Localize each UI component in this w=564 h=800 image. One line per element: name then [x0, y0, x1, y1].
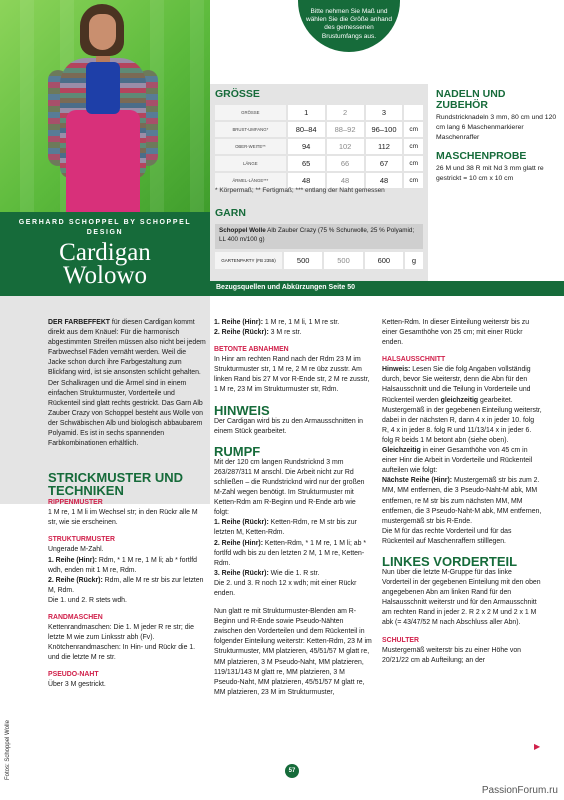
table-row: OBER-WEITE** 94 102 112 cm [215, 139, 423, 154]
size-footnote: * Körpermaß; ** Fertigmaß; *** entlang der Naht gemessen [215, 187, 385, 194]
body-heading: RUMPF [214, 443, 261, 459]
gauge-text: 26 M und 38 R mit Nd 3 mm glatt re gestrickt = 10 cm x 10 cm [436, 165, 544, 182]
size-table [215, 103, 423, 190]
struct-subheading: STRUKTURMUSTER [48, 536, 115, 544]
yarn-heading: GARN [215, 207, 246, 219]
intro-text: DER FARBEFFEKT für diesen Cardigan kommt direkt aus dem Knäuel: Für die harmonisch abgestimmten Streifen müssen also nicht bei jedem Farbwechsel Fäden vernäht werden. Weil die Jacke schon durch ihre Farbgestaltung zum Blickfang wird, ist sie ansonsten schlicht gehalten. Der Schalkragen und die Ärmel sind in einem einfachen Strukturmuster, Vorderteile und Rückenteil sind glatt rechts gestrickt. Das Garn Alb Zauber Crazy von Schoppel besteht aus Wolle von der Schwäbischen Alb und biologisch abbaubarem Polyamid. Es ist in sechs spannenden Farbkombinationen erhältlich. [48, 319, 206, 448]
table-row: BRUST-UMFANG* 80–84 88–92 96–100 cm [215, 122, 423, 137]
column-3: Ketten-Rdm. In dieser Einteilung weiterstr bis zu einer Gesamthöhe von 25 cm; mit einer Rückr enden. HALSAUSSCHNITT Hinweis: Lesen Sie die folg Angaben vollständig durch, bevor Sie weiterstr, denn die Abn für den Halsausschnitt und die Teilung in Vorderteile und Rückenteil werden gleichzeitig gearbeitet. Mustergemäß in der gegebenen Einteilung weiterstr, dabei in der nächsten R, dann 4 x in jeder 10. folg R, 4 x in jeder 8. folg R und 11/13/14 x in jeder 6. folg R beids 1 M betont abn (siehe oben). Gleichzeitig in einer Gesamthöhe von 45 cm in einer Hinr die Arbeit in Vorderteile und Rückenteil aufteilen wie folgt: Nächste Reihe (Hinr): Mustergemäß str bis zum 2. MM, MM entfernen, die 3 Pseudo-Naht-M abk, MM entfernen, re M str bis zum nächsten MM, MM entfernen, die 3 Pseudo-Naht-M abk, MM entfernen, mustergemäß str bis R-Ende. Die M für das rechte Vorderteil und für das Rückenteil auf Maschenraffern stilllegen. LINKES VORDERTEIL Nun über die letzte M-Gruppe für das linke Vorderteil in der gegebenen Einteilung mit den oben angegebenen Abn am linken Rand für den Halsausschnitt weiterstr und für den Armausschnitt am rechten Rand in jeder 2. R 2 x 2 M und 2 x 1 M abk (= 43/47/52 M nach Abschluss aller Abn). SCHULTER Mustergemäß weiterstr bis zu einer Höhe von 20/21/22 cm ab Aufteilung; an der [382, 319, 542, 664]
model-photo [0, 0, 210, 212]
watermark: PassionForum.ru [481, 785, 558, 796]
continue-arrow-icon: ▶ [534, 742, 541, 751]
size-heading: GRÖSSE [215, 88, 260, 100]
photo-credit: Fotos: Schoppel Wolle [5, 720, 11, 780]
needles-heading: NADELN UND ZUBEHÖR [436, 88, 506, 111]
sources-bar: Bezugsquellen und Abkürzungen Seite 50 [210, 281, 564, 296]
materials-info [436, 89, 560, 184]
decrease-subheading: BETONTE ABNAHMEN [214, 346, 289, 354]
size-hint-circle [298, 0, 400, 52]
size-hint-text: Bitte nehmen Sie Maß und wählen Sie die Größe anhand des gemessenen Brustumfangs aus. [306, 8, 393, 40]
stitches-heading: STRICKMUSTER UND TECHNIKEN [48, 470, 184, 499]
title-box [0, 212, 210, 296]
table-row: LÄNGE 65 66 67 cm [215, 156, 423, 171]
yarn-table [215, 252, 423, 269]
designer-credit: GERHARD SCHOPPEL BY SCHOPPEL DESIGN [18, 219, 192, 236]
page-title: Cardigan Wolowo [59, 239, 151, 289]
yarn-description: Schoppel Wolle Alb Zauber Crazy (75 % Schurwolle, 25 % Polyamid; LL 400 m/100 g) [215, 224, 423, 249]
column-1: DER FARBEFFEKT für diesen Cardigan kommt direkt aus dem Knäuel: Für die harmonisch abgestimmten Streifen müssen also nicht bei jedem Farbwechsel Fäden vernäht werden. Weil die Jacke schon durch ihre Farbgestaltung zum Blickfang wird, ist sie ansonsten schlicht gehalten. Der Schalkragen und die Ärmel sind in einem einfachen Strukturmuster, Vorderteile und Rückenteil sind glatt rechts gestrickt. Das Garn Alb Zauber Crazy von Schoppel besteht aus Wolle von der Schwäbischen Alb und biologisch abbaubarem Polyamid. Es ist in sechs spannenden Farbkombinationen erhältlich. STRICKMUSTER UND TECHNIKEN RIPPENMUSTER 1 M re, 1 M li im Wechsel str; in den Rückr alle M str, wie sie erscheinen. STRUKTURMUSTER Ungerade M-Zahl. 1. Reihe (Hinr): Rdm, * 1 M re, 1 M li; ab * fortlfd wdh, enden mit 1 M re, Rdm. 2. Reihe (Rückr): Rdm, alle M re str bis zur letzten M, Rdm. Die 1. und 2. R stets wdh. RANDMASCHEN Kettenrandmaschen: Die 1. M jeder R re str; die letzte M wie zum Linksstr abh (Fv). Knötchenrandmaschen: In Hin- und Rückr die 1. und die letzte M re str. PSEUDO-NAHT Über 3 M gestrickt. [48, 319, 206, 689]
note-heading: HINWEIS [214, 402, 270, 418]
column-2: 1. Reihe (Hinr): 1 M re, 1 M li, 1 M re str. 2. Reihe (Rückr): 3 M re str. BETONTE ABNAHMEN In Hinr am rechten Rand nach der Rdm 23 M im Strukturmuster str, 1 M re, 2 M re übz zusstr. Am linken Rand bis 27 M vor R-Ende str, 2 M re zusstr, 1 M re, 23 M im Strukturmuster str, Rdm. HINWEIS Der Cardigan wird bis zu den Armausschnitten in einem Stück gearbeitet. RUMPF Mit der 120 cm langen Rundstricknd 3 mm 263/287/311 M anschl. Die Arbeit nicht zur Rd schließen – die Rundstricknd wird nur der großen M-Zahl wegen benötigt. Im Strukturmuster mit Ketten-Rdm am R-Beginn und R-Ende arb wie folgt: 1. Reihe (Rückr): Ketten-Rdm, re M str bis zur letzten M, Ketten-Rdm. 2. Reihe (Hinr): Ketten-Rdm, * 1 M re, 1 M li; ab * fortlfd wdh bis zu den letzten 2 M, 1 M re, Ketten-Rdm. 3. Reihe (Rückr): Wie die 1. R str. Die 2. und 3. R noch 12 x wdh; mit einer Rückr enden. Nun glatt re mit Strukturmuster-Blenden am R-Beginn und R-Ende sowie Pseudo-Nähten zwischen den Vorderteilen und dem Rückenteil in folgender Einteilung weiterstr: Ketten-Rdm, 23 M im Strukturmuster, MM platzieren, 45/51/57 M glatt re, MM platzieren, 3 M Pseudo-Naht, MM platzieren, 119/131/143 M glatt re, MM platzieren, 3 M Pseudo-Naht, MM platzieren, 45/51/57 M glatt re, MM platzieren, 23 M im Strukturmuster, [214, 319, 372, 696]
page-number: 57 [285, 764, 299, 778]
shoulder-subheading: SCHULTER [382, 636, 420, 644]
left-front-heading: LINKES VORDERTEIL [382, 553, 518, 569]
table-row: ÄRMEL-LÄNGE*** 48 48 48 cm [215, 173, 423, 188]
neck-subheading: HALSAUSSCHNITT [382, 356, 446, 364]
size-panel [210, 84, 428, 296]
table-row: GRÖSSE 1 2 3 [215, 105, 423, 120]
gauge-heading: MASCHENPROBE [436, 150, 527, 162]
needles-text: Rundstricknadeln 3 mm, 80 cm und 120 cm lang 6 Maschenmarkierer Maschenraffer [436, 114, 557, 141]
edge-subheading: RANDMASCHEN [48, 613, 103, 621]
table-row: GARTENPARTY (FB 2355) 500 500 600 g [215, 252, 423, 269]
rib-subheading: RIPPENMUSTER [48, 499, 103, 507]
pseudo-subheading: PSEUDO-NAHT [48, 671, 99, 679]
